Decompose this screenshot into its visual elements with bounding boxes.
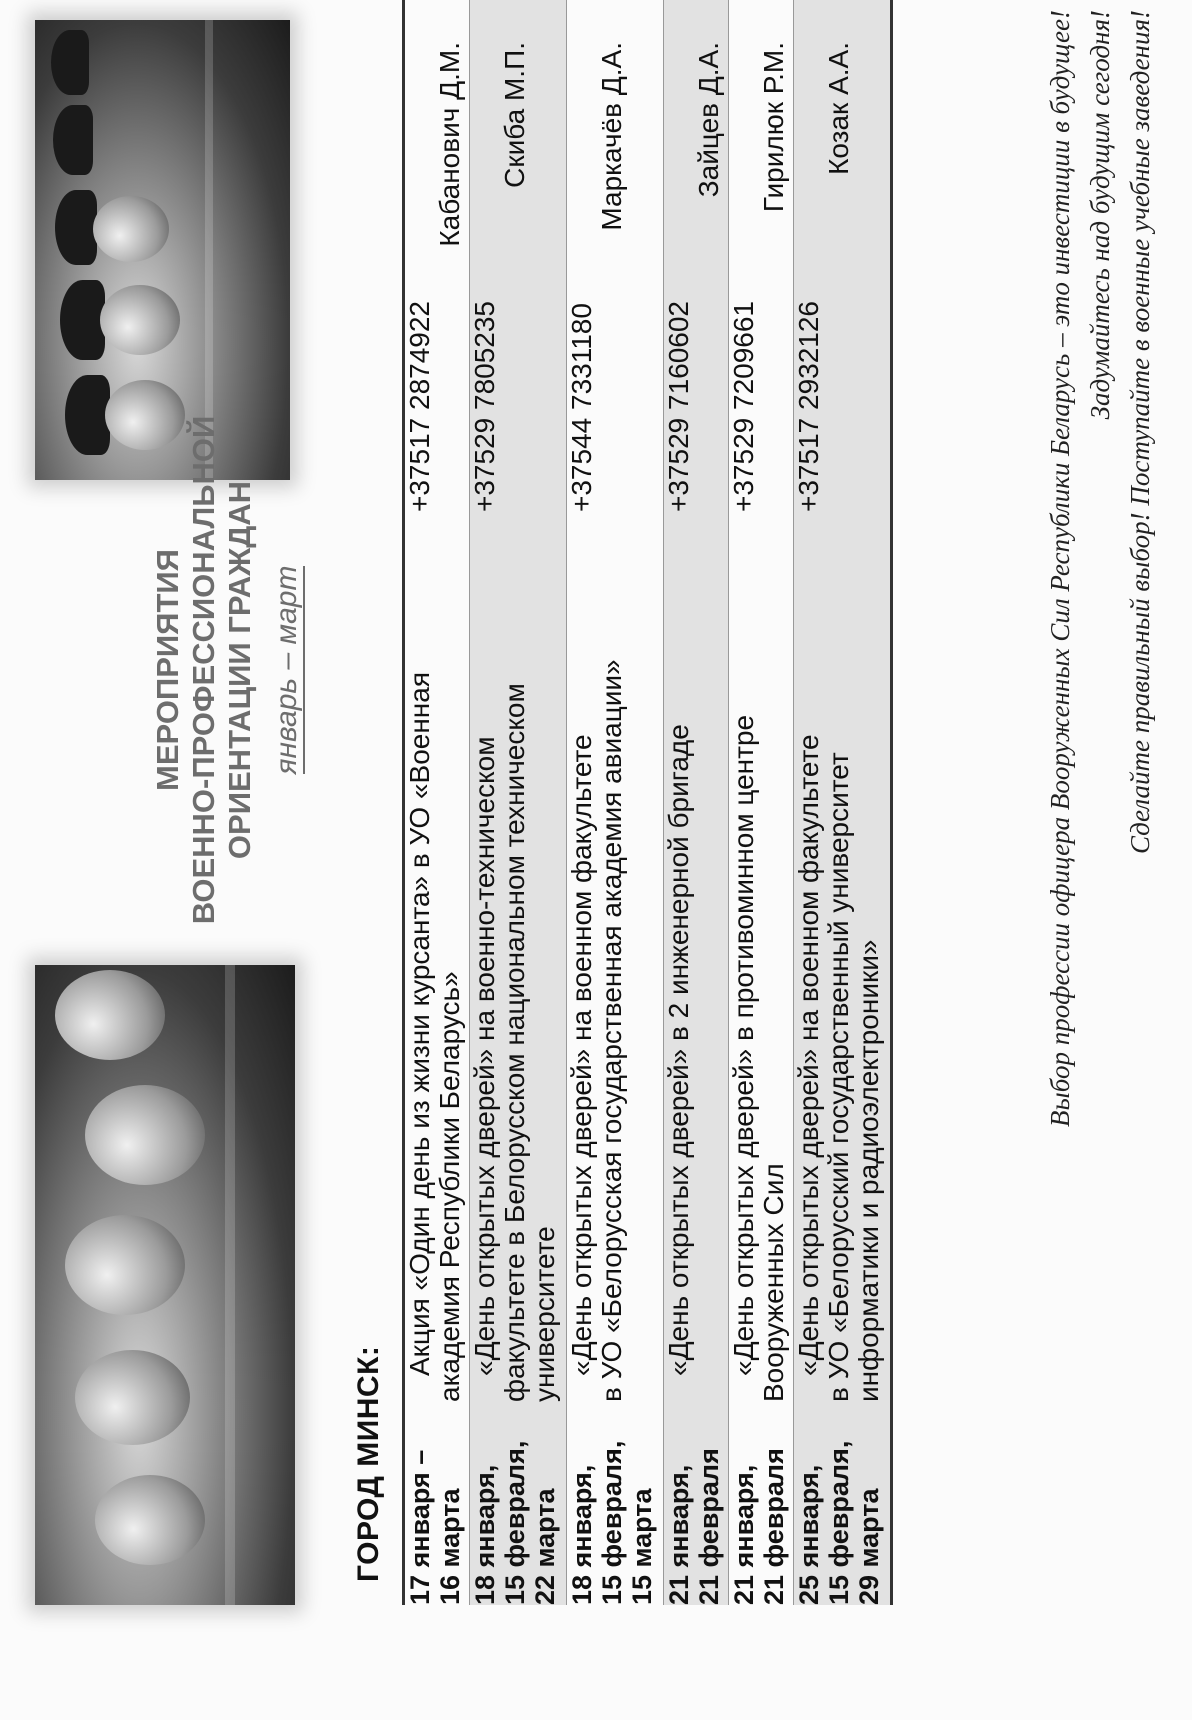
contact-name: Козак А.А. [823, 42, 854, 175]
footer-slogan-3: Сделайте правильный выбор! Поступайте в военные учебные заведения! [1125, 10, 1155, 854]
city-heading: ГОРОД МИНСК: [352, 1345, 385, 1582]
contact-name: Зайцев Д.А. [693, 42, 724, 198]
leaflet-title: МЕРОПРИЯТИЯ ВОЕННО-ПРОФЕССИОНАЛЬНОЙ ОРИЕНТАЦИИ ГРАЖДАН [150, 415, 257, 925]
event-description: Акция «Один день из жизни курсанта» в УО «Военная академия Республики Беларусь» [404, 671, 465, 1402]
period-subtitle: январь – март [270, 565, 303, 775]
table-row [729, 0, 794, 1605]
contact-phone: +37529 7209661 [728, 301, 759, 512]
table-row [567, 0, 664, 1605]
contact-phone: +37517 2932126 [793, 301, 824, 512]
event-description: «День открытых дверей» на военно-техническом факультете в Белорусском национальном техническом университете [469, 683, 560, 1402]
event-contact [664, 42, 724, 512]
table-row [794, 0, 890, 1605]
table-row [470, 0, 567, 1605]
footer-slogan-2: Задумайтесь над будущим сегодня! [1085, 10, 1115, 420]
event-date: 18 января, 15 февраля, 15 марта [567, 1440, 657, 1605]
event-contact [794, 42, 854, 512]
footer-slogan-1: Выбор профессии офицера Вооруженных Сил Республики Беларусь – это инвестиции в будущее! [1045, 10, 1075, 1127]
events-table [402, 0, 893, 1605]
contact-name: Скиба М.П. [499, 42, 530, 188]
event-date: 25 января, 15 февраля, 29 марта [794, 1440, 884, 1605]
table-row [664, 0, 729, 1605]
event-contact [729, 42, 789, 512]
event-description: «День открытых дверей» на военном факультете в УО «Белорусский государственный университет информатики и радиоэлектроники» [793, 734, 884, 1402]
contact-phone: +37517 2874922 [404, 301, 435, 512]
cadets-photo-left [35, 965, 295, 1605]
contact-phone: +37544 7331180 [566, 303, 597, 512]
contact-phone: +37529 7160602 [663, 301, 694, 512]
event-description: «День открытых дверей» в 2 инженерной бригаде [663, 724, 694, 1376]
event-contact [405, 42, 465, 512]
contact-name: Гирилюк Р.М. [758, 42, 789, 213]
event-date: 21 января, 21 февраля [664, 1448, 724, 1605]
table-row [405, 0, 470, 1605]
event-date: 18 января, 15 февраля, 22 марта [470, 1440, 560, 1605]
event-description: «День открытых дверей» в противоминном центре Вооруженных Сил [728, 714, 789, 1402]
event-date: 17 января – 16 марта [405, 1449, 465, 1605]
event-date: 21 января, 21 февраля [729, 1448, 789, 1605]
event-description: «День открытых дверей» на военном факультете в УО «Белорусская государственная академия авиации» [566, 659, 627, 1402]
contact-name: Кабанович Д.М. [434, 42, 465, 247]
contact-phone: +37529 7805235 [469, 301, 500, 512]
contact-name: Маркачёв Д.А. [596, 42, 627, 231]
event-contact [567, 42, 627, 512]
event-contact [470, 42, 530, 512]
